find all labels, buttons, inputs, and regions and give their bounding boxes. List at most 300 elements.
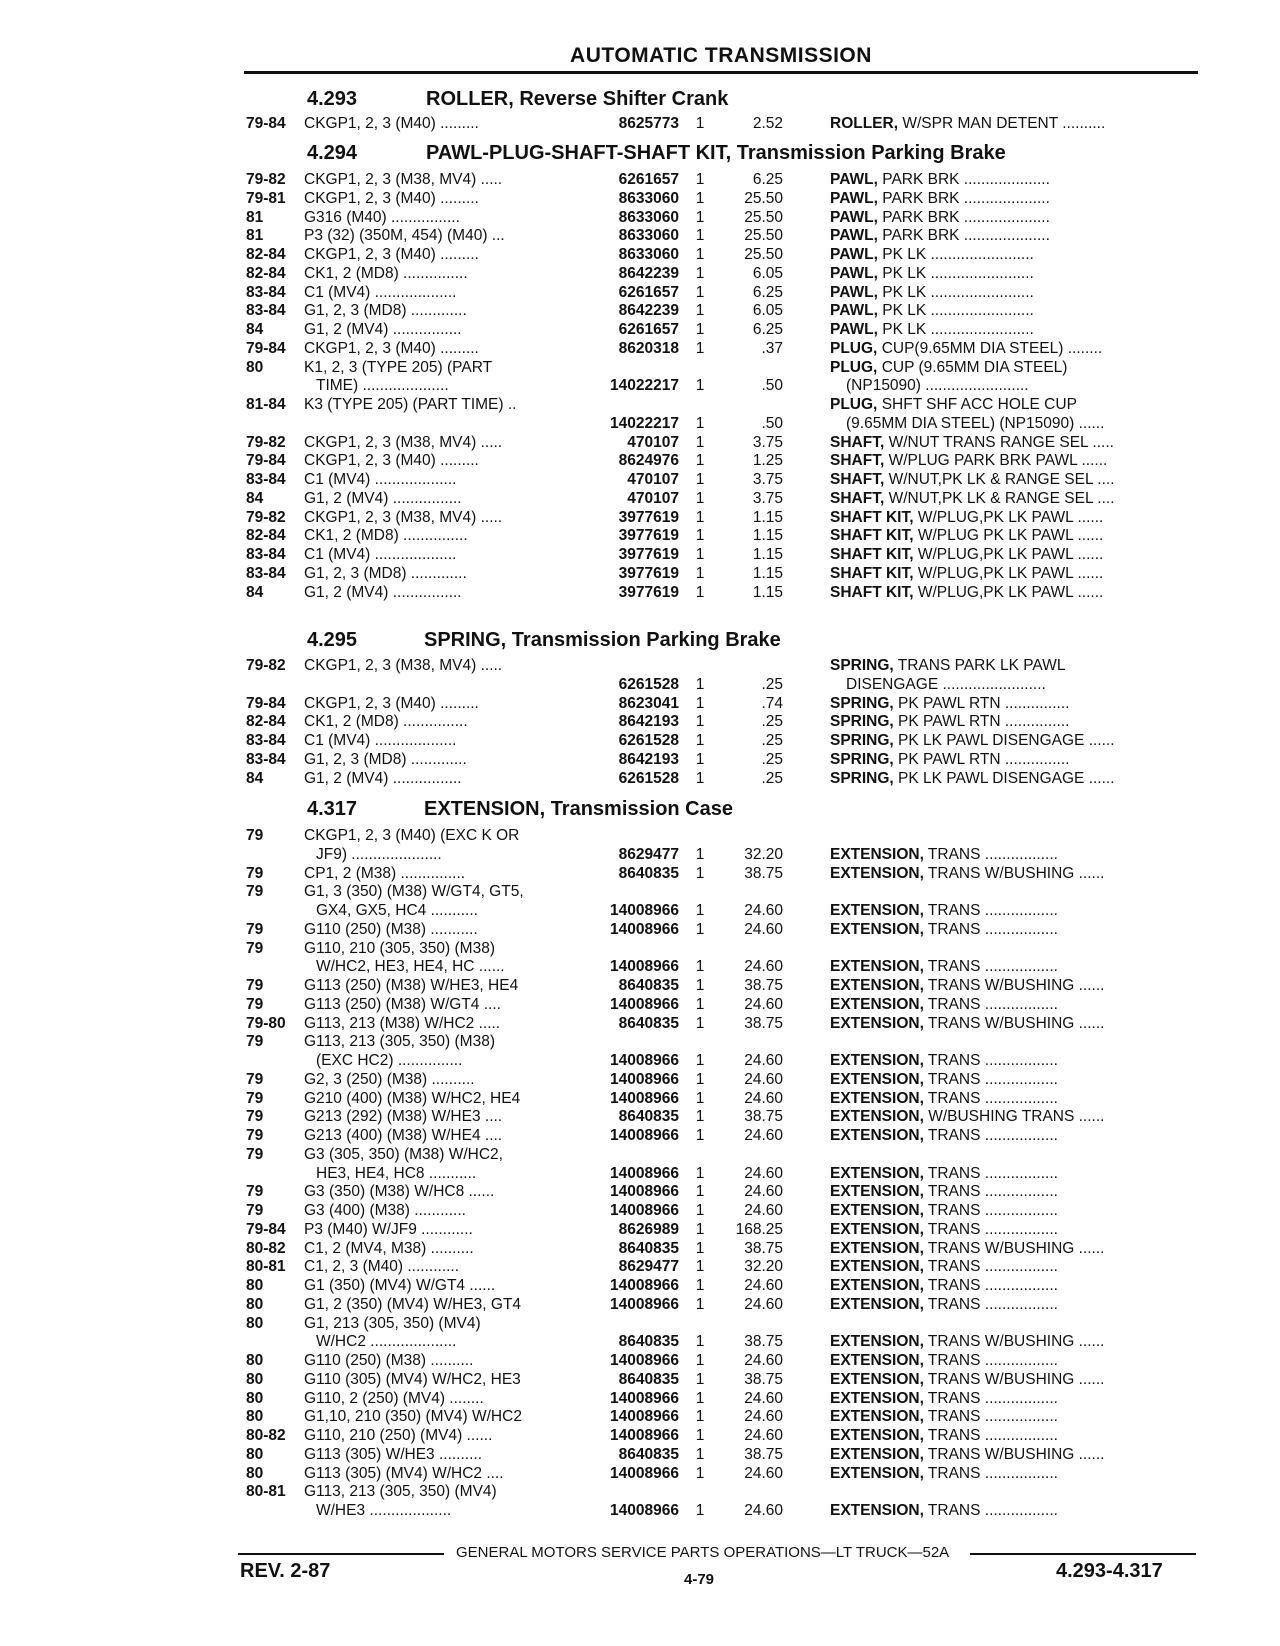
quantity: 1 xyxy=(695,845,705,863)
part-name: EXTENSION, xyxy=(830,1502,924,1520)
part-name: EXTENSION, xyxy=(830,1464,924,1482)
quantity: 1 xyxy=(695,246,705,263)
quantity: 1 xyxy=(695,920,705,938)
section-number: 4.294 xyxy=(307,142,358,164)
price: 24.60 xyxy=(744,958,783,976)
year-range: 79-84 xyxy=(246,1220,286,1238)
description xyxy=(830,769,1196,788)
quantity: 1 xyxy=(695,208,705,226)
description-continued: DISENGAGE ........................ xyxy=(846,675,1046,693)
part-name: EXTENSION, xyxy=(830,1427,924,1444)
table-row xyxy=(246,731,1196,750)
description-text: PK LK ........................ xyxy=(882,283,1034,301)
price: .25 xyxy=(761,750,783,768)
quantity: 1 xyxy=(695,171,705,188)
description-text: CUP (9.65MM DIA STEEL) xyxy=(881,358,1068,376)
application-text: G3 (305, 350) (M38) W/HC2, xyxy=(304,1145,503,1163)
table-row xyxy=(246,301,1196,320)
year-range: 80-82 xyxy=(246,1427,286,1444)
year-range: 79-82 xyxy=(246,171,286,188)
quantity: 1 xyxy=(695,1445,705,1463)
year-range: 79-84 xyxy=(246,339,286,357)
description xyxy=(830,583,1196,602)
price: 1.15 xyxy=(752,508,783,526)
table-row xyxy=(246,1107,1196,1126)
description xyxy=(830,1407,1196,1426)
description-text: W/NUT TRANS RANGE SEL ..... xyxy=(888,433,1114,451)
description xyxy=(830,1089,1196,1108)
application-text: G1, 2 (350) (MV4) W/HE3, GT4 xyxy=(304,1295,522,1313)
application-text: G1, 2, 3 (MD8) ............. xyxy=(304,302,467,320)
year-range: 79 xyxy=(246,1033,264,1051)
year-range: 80 xyxy=(246,1445,264,1463)
part-number: 14008966 xyxy=(610,1277,679,1294)
section-heading xyxy=(307,88,1197,114)
table-row xyxy=(246,208,1196,227)
part-name: EXTENSION, xyxy=(830,1239,924,1257)
part-name: PLUG, xyxy=(830,358,878,376)
quantity: 1 xyxy=(695,713,705,731)
price: 32.20 xyxy=(744,845,783,863)
description xyxy=(830,301,1196,320)
application-text: C1 (MV4) ................... xyxy=(304,546,457,563)
part-number: 470107 xyxy=(627,489,679,507)
price: 3.75 xyxy=(752,489,783,507)
section-range: 4.293-4.317 xyxy=(1056,1560,1163,1582)
year-range: 80 xyxy=(246,1314,264,1332)
description xyxy=(830,226,1196,245)
table-row xyxy=(246,1182,1196,1201)
price: 24.60 xyxy=(744,1277,783,1294)
table-row xyxy=(246,826,1196,864)
year-range: 79-80 xyxy=(246,1014,286,1032)
header-rule xyxy=(244,71,1198,74)
application-text: G316 (M40) ................ xyxy=(304,208,460,226)
year-range: 80 xyxy=(246,1389,264,1407)
year-range: 79 xyxy=(246,1108,264,1126)
year-range: 79 xyxy=(246,939,264,957)
quantity: 1 xyxy=(695,1070,705,1088)
description-text: W/NUT,PK LK & RANGE SEL .... xyxy=(888,471,1115,488)
part-name: EXTENSION, xyxy=(830,1164,924,1182)
table-row xyxy=(246,433,1196,452)
description-text: W/PLUG,PK LK PAWL ...... xyxy=(917,546,1104,563)
description-text: TRANS ................. xyxy=(927,1427,1058,1444)
part-name: PAWL, xyxy=(830,246,878,263)
quantity: 1 xyxy=(695,189,705,207)
application-text: CK1, 2 (MD8) ............... xyxy=(304,713,468,731)
part-number: 14022217 xyxy=(610,377,679,395)
year-range: 83-84 xyxy=(246,732,286,749)
description-text: TRANS ................. xyxy=(927,1127,1058,1144)
price: .74 xyxy=(761,694,783,712)
part-name: EXTENSION, xyxy=(830,1277,924,1294)
description xyxy=(830,545,1196,564)
application-text: C1 (MV4) ................... xyxy=(304,283,457,301)
description xyxy=(830,433,1196,452)
part-number: 3977619 xyxy=(618,564,679,582)
part-number: 8640835 xyxy=(618,1239,679,1257)
description-text: PK PAWL RTN ............... xyxy=(898,750,1070,768)
application-text: G110 (250) (M38) .......... xyxy=(304,1352,474,1369)
application-text: CKGP1, 2, 3 (M40) ......... xyxy=(304,115,479,132)
section-heading xyxy=(307,629,1197,655)
quantity: 1 xyxy=(695,1427,705,1444)
part-number: 6261657 xyxy=(618,171,679,188)
price: 1.15 xyxy=(752,583,783,601)
part-number: 8640835 xyxy=(618,1014,679,1032)
quantity: 1 xyxy=(695,1464,705,1482)
quantity: 1 xyxy=(695,958,705,976)
table-row xyxy=(246,245,1196,264)
table-row xyxy=(246,1032,1196,1070)
part-number: 8642193 xyxy=(618,750,679,768)
description-text: TRANS ................. xyxy=(927,1070,1058,1088)
description xyxy=(830,264,1196,283)
quantity: 1 xyxy=(695,1370,705,1388)
year-range: 79-84 xyxy=(246,694,286,712)
year-range: 80 xyxy=(246,1408,264,1426)
part-name: SHAFT KIT, xyxy=(830,583,914,601)
price: 24.60 xyxy=(744,1408,783,1426)
description-text: W/PLUG,PK LK PAWL ...... xyxy=(917,508,1104,526)
application-text: G110, 210 (250) (MV4) ...... xyxy=(304,1427,493,1444)
table-row xyxy=(246,1257,1196,1276)
section-heading xyxy=(307,142,1197,168)
description-text: TRANS ................. xyxy=(927,1277,1058,1294)
part-number: 3977619 xyxy=(618,508,679,526)
part-name: EXTENSION, xyxy=(830,977,924,994)
description-text: TRANS ................. xyxy=(927,902,1058,920)
price: 24.60 xyxy=(744,1089,783,1107)
application-text: G1, 2 (MV4) ................ xyxy=(304,489,462,507)
price: 3.75 xyxy=(752,433,783,451)
table-row xyxy=(246,339,1196,358)
application-text: G1, 3 (350) (M38) W/GT4, GT5, xyxy=(304,883,524,901)
description xyxy=(830,712,1196,731)
part-number: 14008966 xyxy=(610,1389,679,1407)
quantity: 1 xyxy=(695,1295,705,1313)
part-name: EXTENSION, xyxy=(830,1014,924,1032)
application-text: CK1, 2 (MD8) ............... xyxy=(304,264,468,282)
part-name: PAWL, xyxy=(830,171,878,188)
application-text: P3 (32) (350M, 454) (M40) ... xyxy=(304,227,505,245)
description-text: TRANS ................. xyxy=(927,995,1058,1013)
part-number: 14008966 xyxy=(610,1089,679,1107)
table-row xyxy=(246,750,1196,769)
year-range: 80 xyxy=(246,1295,264,1313)
quantity: 1 xyxy=(695,1352,705,1369)
application-text: GX4, GX5, HC4 ........... xyxy=(316,902,478,920)
price: 24.60 xyxy=(744,1389,783,1407)
part-number: 14008966 xyxy=(610,995,679,1013)
year-range: 81 xyxy=(246,208,264,226)
application-text: CKGP1, 2, 3 (M38, MV4) ..... xyxy=(304,657,503,674)
year-range: 79-81 xyxy=(246,189,286,207)
table-row xyxy=(246,489,1196,508)
price: 6.25 xyxy=(752,321,783,338)
price: .50 xyxy=(761,377,783,395)
year-range: 82-84 xyxy=(246,713,286,731)
quantity: 1 xyxy=(695,1389,705,1407)
part-number: 14008966 xyxy=(610,1052,679,1070)
year-range: 80-81 xyxy=(246,1483,286,1501)
part-name: SHAFT KIT, xyxy=(830,564,914,582)
description xyxy=(830,694,1196,713)
description xyxy=(830,564,1196,583)
part-name: SHAFT, xyxy=(830,471,885,488)
table-row xyxy=(246,226,1196,245)
part-name: SHAFT KIT, xyxy=(830,508,914,526)
application-text: G1, 2, 3 (MD8) ............. xyxy=(304,750,467,768)
description xyxy=(830,1107,1196,1126)
part-number: 14008966 xyxy=(610,1408,679,1426)
application-text: CKGP1, 2, 3 (M40) ......... xyxy=(304,189,479,207)
table-row xyxy=(246,1445,1196,1464)
part-number: 14008966 xyxy=(610,920,679,938)
description-text: TRANS W/BUSHING ...... xyxy=(927,1014,1105,1032)
year-range: 80 xyxy=(246,1464,264,1482)
part-number: 8620318 xyxy=(618,339,679,357)
part-number: 8642193 xyxy=(618,713,679,731)
application-text: CK1, 2 (MD8) ............... xyxy=(304,527,468,545)
description-text: W/PLUG,PK LK PAWL ...... xyxy=(917,583,1104,601)
part-name: EXTENSION, xyxy=(830,902,924,920)
application-text: G210 (400) (M38) W/HC2, HE4 xyxy=(304,1089,521,1107)
quantity: 1 xyxy=(695,1052,705,1070)
part-number: 14008966 xyxy=(610,902,679,920)
quantity: 1 xyxy=(695,1014,705,1032)
part-name: PAWL, xyxy=(830,283,878,301)
description-text: TRANS ................. xyxy=(927,1502,1058,1520)
description-text: TRANS ................. xyxy=(927,958,1058,976)
table-row xyxy=(246,395,1196,433)
description xyxy=(830,1295,1196,1314)
year-range: 79 xyxy=(246,1070,264,1088)
part-name: EXTENSION, xyxy=(830,1295,924,1313)
description-text: TRANS ................. xyxy=(927,1202,1058,1219)
year-range: 79-84 xyxy=(246,452,286,470)
part-number: 6261657 xyxy=(618,321,679,338)
description xyxy=(830,1276,1196,1295)
part-name: EXTENSION, xyxy=(830,1220,924,1238)
description-text: W/BUSHING TRANS ...... xyxy=(928,1108,1105,1126)
description-text: TRANS W/BUSHING ...... xyxy=(927,977,1105,994)
part-number: 8625773 xyxy=(618,115,679,132)
price: 6.05 xyxy=(752,264,783,282)
table-row xyxy=(246,1426,1196,1445)
description-text: TRANS PARK LK PAWL xyxy=(897,657,1066,674)
year-range: 79 xyxy=(246,827,264,844)
part-number: 3977619 xyxy=(618,527,679,545)
part-name: PAWL, xyxy=(830,302,878,320)
application-text: G113 (250) (M38) W/GT4 .... xyxy=(304,995,501,1013)
year-range: 79 xyxy=(246,1183,264,1201)
year-range: 80 xyxy=(246,1370,264,1388)
part-name: EXTENSION, xyxy=(830,1408,924,1426)
part-name: EXTENSION, xyxy=(830,864,924,882)
part-name: SPRING, xyxy=(830,694,894,712)
part-name: EXTENSION, xyxy=(830,1333,924,1351)
description-continued: (NP15090) ........................ xyxy=(846,377,1029,395)
quantity: 1 xyxy=(695,1408,705,1426)
price: 25.50 xyxy=(744,189,783,207)
application-text: C1, 2 (MV4, M38) .......... xyxy=(304,1239,474,1257)
part-number: 8629477 xyxy=(618,845,679,863)
part-name: SHAFT, xyxy=(830,433,885,451)
application-text: G1, 2 (MV4) ................ xyxy=(304,769,462,787)
part-name: PAWL, xyxy=(830,189,878,207)
quantity: 1 xyxy=(695,750,705,768)
revision-label: REV. 2-87 xyxy=(240,1560,331,1582)
quantity: 1 xyxy=(695,433,705,451)
table-row xyxy=(246,995,1196,1014)
part-number: 8640835 xyxy=(618,1108,679,1126)
year-range: 80 xyxy=(246,1277,264,1294)
description xyxy=(830,1426,1196,1445)
description xyxy=(830,1201,1196,1220)
description-text: TRANS W/BUSHING ...... xyxy=(927,1239,1105,1257)
part-name: EXTENSION, xyxy=(830,1352,924,1369)
price: 38.75 xyxy=(744,1445,783,1463)
price: .25 xyxy=(761,713,783,731)
year-range: 79-84 xyxy=(246,115,286,132)
price: .25 xyxy=(761,732,783,749)
footer-rule-right xyxy=(970,1553,1196,1555)
description xyxy=(830,957,1196,976)
year-range: 81-84 xyxy=(246,396,286,413)
part-number: 8633060 xyxy=(618,246,679,263)
price: 24.60 xyxy=(744,1127,783,1144)
part-name: PAWL, xyxy=(830,321,878,338)
part-number: 8633060 xyxy=(618,227,679,245)
part-name: SPRING, xyxy=(830,769,894,787)
application-text: (EXC HC2) ............... xyxy=(316,1052,463,1070)
year-range: 84 xyxy=(246,583,264,601)
description xyxy=(830,1445,1196,1464)
part-name: EXTENSION, xyxy=(830,1127,924,1144)
description-text: W/PLUG PK LK PAWL ...... xyxy=(917,527,1104,545)
quantity: 1 xyxy=(695,1220,705,1238)
application-text: P3 (M40) W/JF9 ............ xyxy=(304,1220,473,1238)
year-range: 84 xyxy=(246,321,264,338)
part-number: 14008966 xyxy=(610,1164,679,1182)
table-row xyxy=(246,920,1196,939)
quantity: 1 xyxy=(695,414,705,432)
part-number: 8633060 xyxy=(618,189,679,207)
table-row xyxy=(246,1482,1196,1520)
quantity: 1 xyxy=(695,1258,705,1276)
application-text: G110 (305) (MV4) W/HC2, HE3 xyxy=(304,1370,521,1388)
part-name: SHAFT, xyxy=(830,452,885,470)
part-number: 14008966 xyxy=(610,958,679,976)
part-number: 14008966 xyxy=(610,1427,679,1444)
section-number: 4.295 xyxy=(307,629,358,651)
description xyxy=(830,451,1196,470)
application-text: CKGP1, 2, 3 (M40) (EXC K OR xyxy=(304,827,520,844)
description xyxy=(830,1370,1196,1389)
application-text: CKGP1, 2, 3 (M38, MV4) ..... xyxy=(304,508,503,526)
application-text: G2, 3 (250) (M38) .......... xyxy=(304,1070,475,1088)
description-text: TRANS ................. xyxy=(927,1220,1058,1238)
part-name: PLUG, xyxy=(830,396,878,413)
price: 24.60 xyxy=(744,1202,783,1219)
part-name: SPRING, xyxy=(830,750,894,768)
table-row xyxy=(246,694,1196,713)
quantity: 1 xyxy=(695,675,705,693)
footer-rule-left xyxy=(238,1553,444,1555)
application-text: JF9) ..................... xyxy=(316,845,442,863)
description-text: PK LK ........................ xyxy=(882,302,1034,320)
description xyxy=(830,320,1196,339)
application-text: HE3, HE4, HC8 ........... xyxy=(316,1164,477,1182)
year-range: 80 xyxy=(246,358,264,376)
description-text: TRANS W/BUSHING ...... xyxy=(927,864,1105,882)
quantity: 1 xyxy=(695,377,705,395)
description-text: TRANS ................. xyxy=(927,920,1058,938)
quantity: 1 xyxy=(695,694,705,712)
table-row xyxy=(246,451,1196,470)
part-number: 14008966 xyxy=(610,1295,679,1313)
description-text: PK PAWL RTN ............... xyxy=(898,713,1070,731)
description-text: W/PLUG PARK BRK PAWL ...... xyxy=(888,452,1108,470)
part-name: SHAFT, xyxy=(830,489,885,507)
section-heading xyxy=(307,798,1197,824)
description xyxy=(830,920,1196,939)
table-row xyxy=(246,1389,1196,1408)
table-row xyxy=(246,526,1196,545)
table-row xyxy=(246,1464,1196,1483)
description-text: PK LK PAWL DISENGAGE ...... xyxy=(898,732,1115,749)
year-range: 82-84 xyxy=(246,246,286,263)
price: 24.60 xyxy=(744,1464,783,1482)
application-text: G110, 2 (250) (MV4) ........ xyxy=(304,1389,484,1407)
description-text: PK LK ........................ xyxy=(882,264,1034,282)
quantity: 1 xyxy=(695,1502,705,1520)
application-text: C1 (MV4) ................... xyxy=(304,732,457,749)
quantity: 1 xyxy=(695,339,705,357)
part-number: 8642239 xyxy=(618,302,679,320)
application-text: CKGP1, 2, 3 (M38, MV4) ..... xyxy=(304,171,503,188)
quantity: 1 xyxy=(695,1127,705,1144)
table-row xyxy=(246,1014,1196,1033)
year-range: 79 xyxy=(246,883,264,901)
description-text: PARK BRK .................... xyxy=(882,227,1050,245)
description-text: TRANS ................. xyxy=(927,1295,1058,1313)
application-text: CKGP1, 2, 3 (M40) ......... xyxy=(304,339,479,357)
table-row xyxy=(246,1314,1196,1352)
price: .25 xyxy=(761,769,783,787)
part-name: EXTENSION, xyxy=(830,1389,924,1407)
quantity: 1 xyxy=(695,995,705,1013)
quantity: 1 xyxy=(695,1333,705,1351)
price: 38.75 xyxy=(744,1370,783,1388)
price: 24.60 xyxy=(744,1183,783,1201)
price: 24.60 xyxy=(744,1352,783,1369)
description-text: TRANS ................. xyxy=(927,1464,1058,1482)
part-name: EXTENSION, xyxy=(830,958,924,976)
description xyxy=(830,208,1196,227)
table-row xyxy=(246,545,1196,564)
price: .50 xyxy=(761,414,783,432)
description xyxy=(830,358,1196,377)
description xyxy=(830,1182,1196,1201)
quantity: 1 xyxy=(695,115,705,132)
description-text: PK PAWL RTN ............... xyxy=(898,694,1070,712)
price: 168.25 xyxy=(735,1220,783,1238)
part-number: 14008966 xyxy=(610,1127,679,1144)
price: 38.75 xyxy=(744,864,783,882)
